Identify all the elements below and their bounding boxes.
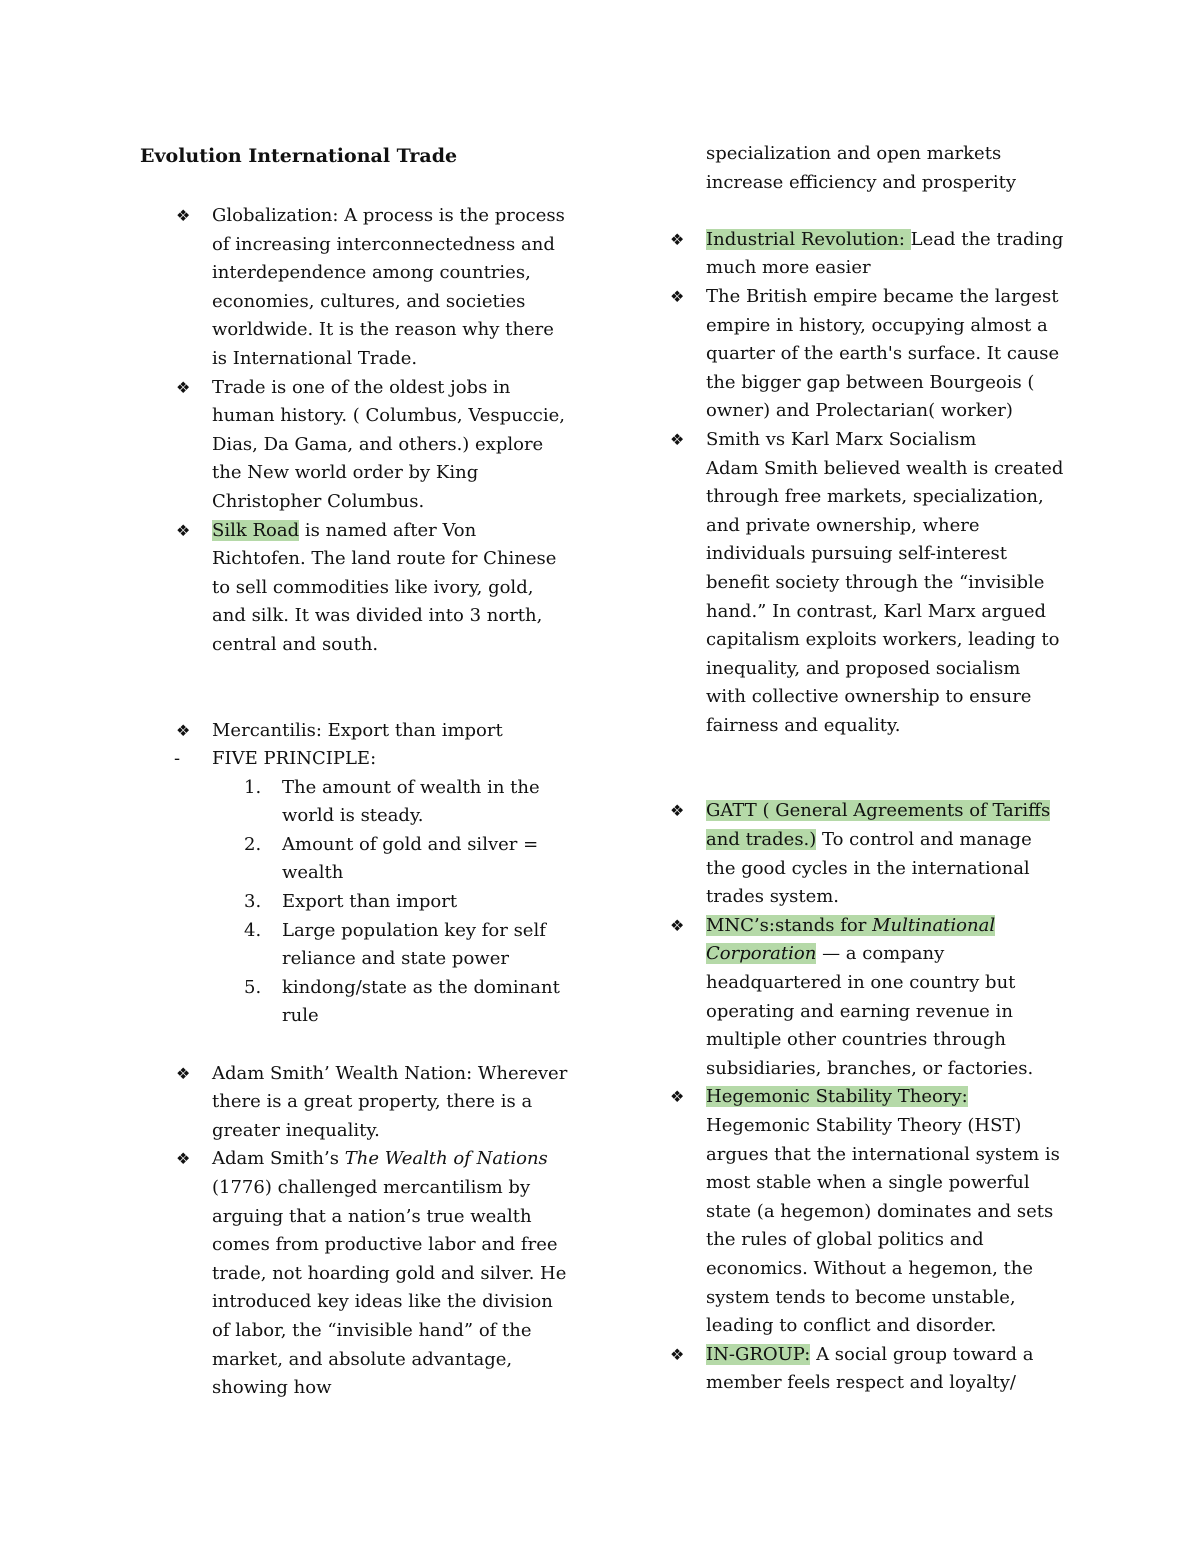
dash-bullet-icon: -: [174, 748, 181, 770]
diamond-bullet-icon: ❖: [670, 801, 685, 821]
highlight-hst: Hegemonic Stability Theory:: [706, 1086, 968, 1108]
diamond-bullet-icon: ❖: [670, 915, 685, 935]
diamond-bullet-icon: ❖: [670, 429, 685, 449]
principle-item: 2. Amount of gold and silver = wealth: [244, 833, 539, 884]
highlight-industrial: Industrial Revolution:: [706, 228, 911, 250]
right-column: [670, 140, 1065, 1398]
list-item-mnc: ❖ MNC’s:stands for Multinational Corporation — a company headquartered in one country but operating and earning revenue in multiple other countries through subsidiaries, branches, or factories.: [670, 912, 1065, 1084]
highlight-gatt: GATT ( General Agreements of Tariffs and trades.): [706, 800, 1051, 851]
diamond-bullet-icon: ❖: [670, 1087, 685, 1107]
list-item-adam-wealth-nation: ❖ Adam Smith’ Wealth Nation: Wherever there is a great property, there is a greater inequality.: [140, 1060, 570, 1146]
diamond-bullet-icon: ❖: [176, 720, 191, 740]
list-item-ingroup: ❖ IN-GROUP: A social group toward a member feels respect and loyalty/: [670, 1341, 1065, 1398]
list-item-trade-oldest: ❖ Trade is one of the oldest jobs in human history. ( Columbus, Vespuccie, Dias, Da Gama, and others.) explore the New world order by King Christopher Columbus.: [140, 374, 570, 517]
diamond-bullet-icon: ❖: [176, 1063, 191, 1083]
list-item-gatt: ❖ GATT ( General Agreements of Tariffs and trades.) To control and manage the good cycles in the international trades system.: [670, 797, 1065, 911]
principle-item: 5. kindong/state as the dominant rule: [244, 976, 560, 1027]
principle-item: 4. Large population key for self reliance and state power: [244, 919, 546, 970]
diamond-bullet-icon: ❖: [176, 377, 191, 397]
highlight-mnc: MNC’s:stands for Multinational Corporation: [706, 914, 996, 965]
diamond-bullet-icon: ❖: [176, 520, 191, 540]
principle-item: 3. Export than import: [244, 891, 458, 913]
continuation-text: specialization and open markets increase efficiency and prosperity: [706, 143, 1016, 193]
diamond-bullet-icon: ❖: [670, 229, 685, 249]
diamond-bullet-icon: ❖: [670, 1344, 685, 1364]
list-item-industrial: ❖ Industrial Revolution: Lead the trading much more easier: [670, 226, 1065, 283]
left-column: [140, 140, 570, 1403]
list-item-smith-vs-marx: ❖ Smith vs Karl Marx Socialism Adam Smith believed wealth is created through free markets, specialization, and private ownership, where individuals pursuing self-interest benefit society through the “invisible hand.” In contrast, Karl Marx argued capitalism exploits workers, leading to inequality, and proposed socialism with collective ownership to ensure fairness and equality.: [670, 426, 1065, 741]
diamond-bullet-icon: ❖: [176, 1149, 191, 1169]
list-item-british: ❖ The British empire became the largest empire in history, occupying almost a quarter of the earth's surface. It cause the bigger gap between Bourgeois ( owner) and Prolectarian( worker): [670, 283, 1065, 426]
list-item-five-principle: - FIVE PRINCIPLE:: [140, 745, 570, 774]
diamond-bullet-icon: ❖: [176, 206, 191, 225]
highlight-silk-road: Silk Road: [212, 519, 300, 541]
principle-item: 1. The amount of wealth in the world is steady.: [244, 776, 540, 827]
page-title: Evolution International Trade: [140, 145, 458, 167]
list-item-mercantilis: ❖ Mercantilis: Export than import: [140, 717, 570, 746]
list-item-adam-book: ❖ Adam Smith’s The Wealth of Nations (1776) challenged mercantilism by arguing that a nation’s true wealth comes from productive labor and free trade, not hoarding gold and silver. He introduced key ideas like the division of labor, the “invisible hand” of the market, and absolute advantage, showing how: [140, 1145, 570, 1402]
list-item-hst: ❖ Hegemonic Stability Theory: Hegemonic Stability Theory (HST) argues that the international system is most stable when a single powerful state (a hegemon) dominates and sets the rules of global politics and economics. Without a hegemon, the system tends to become unstable, leading to conflict and disorder.: [670, 1083, 1065, 1340]
principles-list: [140, 774, 570, 1031]
list-item-globalization: ❖ Globalization: A process is the process of increasing interconnectedness and interdependence among countries, economies, cultures, and societies worldwide. It is the reason why there is International Trade.: [140, 202, 570, 374]
book-title: The Wealth of Nations: [344, 1148, 548, 1170]
diamond-bullet-icon: ❖: [670, 286, 685, 306]
highlight-ingroup: IN-GROUP:: [706, 1343, 811, 1365]
list-item-silk-road: ❖ Silk Road is named after Von Richtofen. The land route for Chinese to sell commodities like ivory, gold, and silk. It was divided into 3 north, central and south.: [140, 517, 570, 660]
